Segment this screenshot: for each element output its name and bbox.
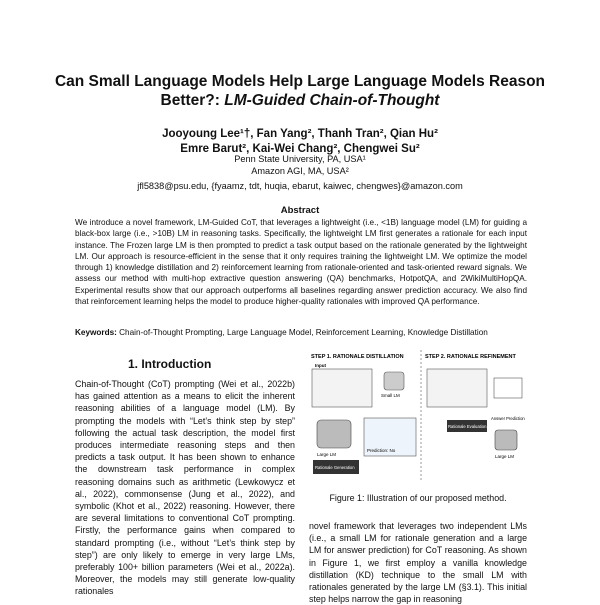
fig-small-lm-label: Small LM xyxy=(381,393,400,398)
fig-rationale-gen-label: Rationale Generation xyxy=(315,465,355,470)
title-line-1: Can Small Language Models Help Large Language Models Reason xyxy=(54,73,546,90)
keywords-text: Chain-of-Thought Prompting, Large Language Model, Reinforcement Learning, Knowledge Distillation xyxy=(119,328,488,337)
fig-step2-label: STEP 2. RATIONALE REFINEMENT xyxy=(425,354,516,360)
keywords-label: Keywords: xyxy=(75,328,117,337)
section-heading-introduction: 1. Introduction xyxy=(128,357,212,371)
fig-robot-icon xyxy=(384,372,404,390)
abstract-body: We introduce a novel framework, LM-Guided CoT, that leverages a lightweight (i.e., <1B) language model (LM) for guiding a black-box large (i.e., >10B) LM in reasoning tasks. Specifically, the lightweight LM first generates a rationale for each input instance. The Frozen large LM is then prompted to predict a task output based on the rationale generated by the lightweight LM. Our approach is resource-efficient in the sense that it only requires training the lightweight LM. We optimize the model through 1) knowledge distillation and 2) reinforcement learning from rationale-oriented and task-oriented reward signals. We assess our method with multi-hop extractive question answering (QA) benchmarks, HotpotQA, and 2WikiMultiHopQA. Experimental results show that our approach outperforms all baselines regarding answer prediction accuracy. We also find that reinforcement learning helps the model to produce higher-quality rationales with improved QA performance. xyxy=(75,218,527,307)
fig-input-box-2 xyxy=(427,369,487,407)
keywords xyxy=(75,327,527,338)
fig-rationale-eval-label: Rationale Evaluation xyxy=(448,424,487,429)
fig-large-lm-label-2: Large LM xyxy=(495,454,515,459)
intro-left-column: Chain-of-Thought (CoT) prompting (Wei et al., 2022b) has gained attention as a means to elicit the inherent reasoning abilities of a language model (LM). By prompting the models with “Let’s think step by step” following the actual task description, the model first produces intermediate reasoning steps and then predicts a task output. It has been shown to enhance the downstream task performance in complex reasoning domains such as arithmetic (Lewkowycz et al., 2022), commonsense (Jung et al., 2022), and symbolic (Khot et al., 2022) reasoning. However, there are several limitations to conventional CoT prompting. Firstly, the performance gains when compared to standard prompting (i.e., without “Let’s think step by step”) are only likely to emerge in very large LMs, preferably 100+ billion parameters (Wei et al., 2022a). Moreover, the models may still generate low-quality rationales xyxy=(75,379,295,597)
figure-caption: Figure 1: Illustration of our proposed method. xyxy=(329,493,507,503)
abstract-heading: Abstract xyxy=(280,205,320,216)
title-prefix: Better?: xyxy=(160,92,225,109)
fig-large-lm-label: Large LM xyxy=(317,452,337,457)
authors-line-1: Jooyoung Lee¹†, Fan Yang², Thanh Tran², Qian Hu² xyxy=(162,128,438,140)
figure-1 xyxy=(309,350,527,480)
paper-title xyxy=(40,72,560,110)
affiliations xyxy=(60,153,540,192)
fig-large-robot-icon xyxy=(317,420,351,448)
fig-reward-box xyxy=(494,378,522,398)
affiliation-1: Penn State University, PA, USA¹ xyxy=(234,154,366,164)
author-emails: jfl5838@psu.edu, {fyaamz, tdt, huqia, ebarut, kaiwec, chengwes}@amazon.com xyxy=(137,181,463,191)
fig-large-robot-icon-2 xyxy=(495,430,517,450)
intro-right-column: novel framework that leverages two independent LMs (i.e., a small LM for rationale generation and a large LM for answer prediction) for CoT reasoning. As shown in Figure 1, we first employ a vanilla knowledge distillation (KD) technique to the small LM with rationales generated by the large LM (§3.1). This initial step helps narrow the gap in reasoning xyxy=(309,521,527,605)
authors-line-2: Emre Barut², Kai-Wei Chang², Chengwei Su² xyxy=(180,143,420,155)
title-line-2 xyxy=(40,91,560,110)
affiliation-2: Amazon AGI, MA, USA² xyxy=(251,166,349,176)
figure-diagram xyxy=(309,350,527,480)
fig-step1-label: STEP 1. RATIONALE DISTILLATION xyxy=(311,354,404,360)
fig-input-box xyxy=(312,369,372,407)
fig-answer-pred-label: Answer Prediction xyxy=(491,416,525,421)
title-italic: LM-Guided Chain-of-Thought xyxy=(224,92,440,109)
fig-prediction-label: Prediction: No xyxy=(367,448,396,453)
fig-input-label: Input xyxy=(315,363,326,368)
